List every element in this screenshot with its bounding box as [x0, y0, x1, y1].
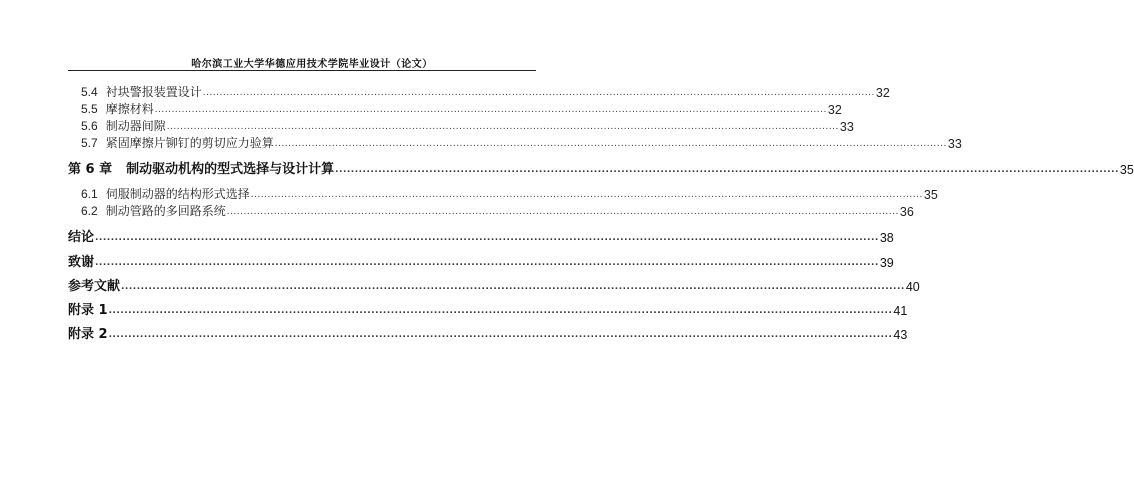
toc-entry-page: 39	[879, 256, 894, 270]
toc-entry-page: 32	[875, 86, 890, 100]
toc-entry-conclusion[interactable]	[68, 229, 894, 245]
toc-entry-title: 制动器间隙	[105, 119, 166, 133]
toc-entry-title: 结论	[68, 230, 95, 245]
toc-entry-title: 制动管路的多回路系统	[105, 204, 226, 218]
toc-entry-number: 5.4	[81, 85, 98, 99]
toc-entry-5-7[interactable]	[81, 135, 962, 151]
toc-entry-number: 5.7	[81, 136, 98, 150]
toc-leader-dots: ........................................................................................................................................................................................................	[226, 207, 899, 217]
toc-entry-title: 伺服制动器的结构形式选择	[105, 187, 250, 201]
toc-leader-dots: ........................................................................................................................................................................................................	[95, 258, 879, 268]
toc-entry-6-1[interactable]	[81, 186, 938, 202]
toc-entry-5-5[interactable]	[81, 101, 842, 117]
toc-entry-title: 衬块警报装置设计	[105, 85, 202, 99]
toc-entry-appendix-1[interactable]	[68, 302, 908, 318]
toc-entry-title: 附录 2	[68, 327, 108, 342]
toc-entry-page: 43	[893, 328, 908, 342]
toc-leader-dots: ........................................................................................................................................................................................................	[154, 105, 827, 115]
toc-chapter-title: 制动驱动机构的型式选择与设计计算	[126, 162, 335, 177]
toc-entry-appendix-2[interactable]	[68, 326, 908, 342]
header-rule	[68, 70, 536, 71]
toc-entry-title: 附录 1	[68, 303, 108, 318]
toc-leader-dots: ........................................................................................................................................................................................................	[335, 165, 1119, 175]
toc-entry-page: 33	[839, 120, 854, 134]
toc-entry-5-4[interactable]	[81, 84, 890, 100]
toc-entry-page: 35	[923, 188, 938, 202]
toc-leader-dots: ........................................................................................................................................................................................................	[274, 139, 947, 149]
toc-leader-dots: ........................................................................................................................................................................................................	[108, 330, 893, 340]
toc-entry-6-2[interactable]	[81, 203, 914, 219]
toc-entry-references[interactable]	[68, 278, 920, 294]
toc-entry-number: 6.1	[81, 187, 98, 201]
toc-leader-dots: ........................................................................................................................................................................................................	[166, 122, 839, 132]
toc-entry-title: 摩擦材料	[105, 102, 154, 116]
toc-entry-title: 参考文献	[68, 279, 121, 294]
toc-entry-title: 致谢	[68, 255, 95, 270]
toc-leader-dots: ........................................................................................................................................................................................................	[108, 306, 893, 316]
toc-entry-page: 38	[879, 231, 894, 245]
toc-entry-number: 5.5	[81, 102, 98, 116]
page-header-title: 哈尔滨工业大学华德应用技术学院毕业设计（论文）	[191, 59, 433, 70]
toc-entry-chapter-6[interactable]	[68, 161, 1134, 177]
toc-entry-number: 6.2	[81, 204, 98, 218]
toc-entry-page: 33	[947, 137, 962, 151]
toc-entry-page: 41	[893, 304, 908, 318]
toc-entry-page: 35	[1119, 163, 1134, 177]
toc-leader-dots: ........................................................................................................................................................................................................	[250, 190, 923, 200]
toc-entry-number: 5.6	[81, 119, 98, 133]
toc-entry-page: 36	[899, 205, 914, 219]
toc-leader-dots: ........................................................................................................................................................................................................	[121, 282, 905, 292]
toc-chapter-number: 第 6 章	[68, 162, 113, 177]
toc-entry-5-6[interactable]	[81, 118, 854, 134]
toc-leader-dots: ........................................................................................................................................................................................................	[95, 233, 879, 243]
toc-entry-acknowledgements[interactable]	[68, 254, 894, 270]
toc-leader-dots: ........................................................................................................................................................................................................	[202, 88, 875, 98]
toc-entry-title: 紧固摩擦片铆钉的剪切应力验算	[105, 136, 274, 150]
toc-entry-page: 32	[827, 103, 842, 117]
toc-entry-page: 40	[905, 280, 920, 294]
